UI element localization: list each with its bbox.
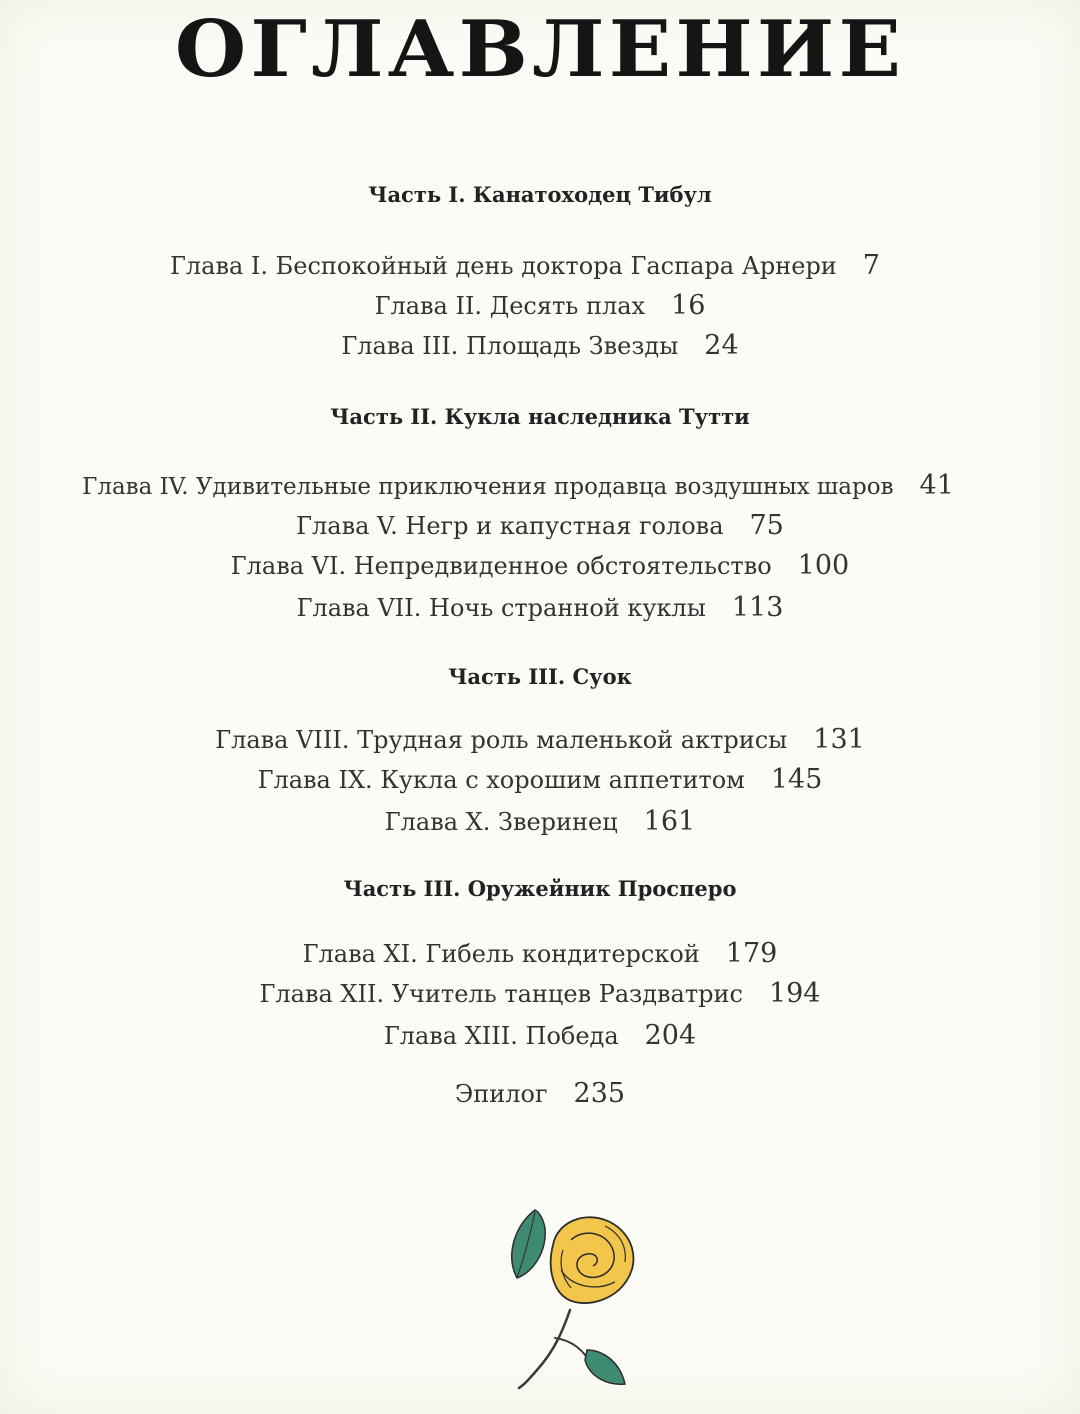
toc-entry[interactable] xyxy=(0,510,1080,541)
toc-entry[interactable] xyxy=(0,764,1080,795)
chapter-label: Глава VII. Ночь странной куклы xyxy=(296,594,706,622)
chapter-label: Глава IX. Кукла с хорошим аппетитом xyxy=(257,766,745,794)
toc-entry-epilogue[interactable] xyxy=(0,1078,1080,1109)
chapter-label: Глава XI. Гибель кондитерской xyxy=(302,940,700,968)
rose-leaf-upper xyxy=(512,1210,545,1278)
toc-entry[interactable] xyxy=(0,806,1080,837)
toc-entry[interactable] xyxy=(0,470,1058,501)
toc-entry[interactable] xyxy=(0,550,1080,581)
page-number: 16 xyxy=(671,290,706,321)
page-number: 41 xyxy=(919,470,954,501)
chapter-label: Глава XIII. Победа xyxy=(383,1022,619,1050)
toc-entry[interactable] xyxy=(0,978,1080,1009)
rose-stem xyxy=(519,1310,570,1388)
part-2-title: Часть II. Кукла наследника Тутти xyxy=(330,404,750,429)
part-3-title: Часть III. Суок xyxy=(448,664,632,689)
toc-entry[interactable] xyxy=(0,938,1080,969)
chapter-label: Глава III. Площадь Звезды xyxy=(341,332,679,360)
page-number: 161 xyxy=(643,806,696,837)
page-number: 145 xyxy=(770,764,823,795)
epilogue-label: Эпилог xyxy=(454,1080,548,1108)
chapter-label: Глава VIII. Трудная роль маленькой актрисы xyxy=(215,726,788,754)
page-number: 179 xyxy=(725,938,778,969)
part-4-title: Часть III. Оружейник Просперо xyxy=(343,876,737,901)
page-number: 194 xyxy=(768,978,821,1009)
chapter-label: Глава IV. Удивительные приключения продавца воздушных шаров xyxy=(82,474,894,500)
toc-entry[interactable] xyxy=(0,724,1080,755)
page-number: 235 xyxy=(573,1078,626,1109)
page-number: 75 xyxy=(749,510,784,541)
page-number: 100 xyxy=(797,550,850,581)
toc-entry[interactable] xyxy=(0,290,1080,321)
chapter-label: Глава V. Негр и капустная голова xyxy=(296,512,724,540)
chapter-label: Глава X. Зверинец xyxy=(384,808,618,836)
rose-bloom xyxy=(551,1217,634,1303)
page-title: ОГЛАВЛЕНИЕ xyxy=(174,4,906,95)
chapter-label: Глава VI. Непредвиденное обстоятельство xyxy=(230,552,772,580)
part-1-title: Часть I. Канатоходец Тибул xyxy=(368,182,712,207)
page-number: 131 xyxy=(813,724,865,755)
toc-entry[interactable] xyxy=(0,592,1080,623)
page-number: 7 xyxy=(862,250,880,281)
chapter-label: Глава II. Десять плах xyxy=(374,292,646,320)
page-number: 204 xyxy=(644,1020,697,1051)
toc-entry[interactable] xyxy=(0,1020,1080,1051)
chapter-label: Глава I. Беспокойный день доктора Гаспара Арнери xyxy=(170,252,837,280)
page-number: 24 xyxy=(704,330,739,361)
chapter-label: Глава XII. Учитель танцев Раздватрис xyxy=(259,980,743,1008)
rose-leaf-lower xyxy=(585,1350,625,1384)
toc-entry[interactable] xyxy=(0,330,1080,361)
toc-entry[interactable] xyxy=(0,250,1065,281)
rose-illustration-icon xyxy=(475,1200,655,1390)
page-number: 113 xyxy=(731,592,784,623)
